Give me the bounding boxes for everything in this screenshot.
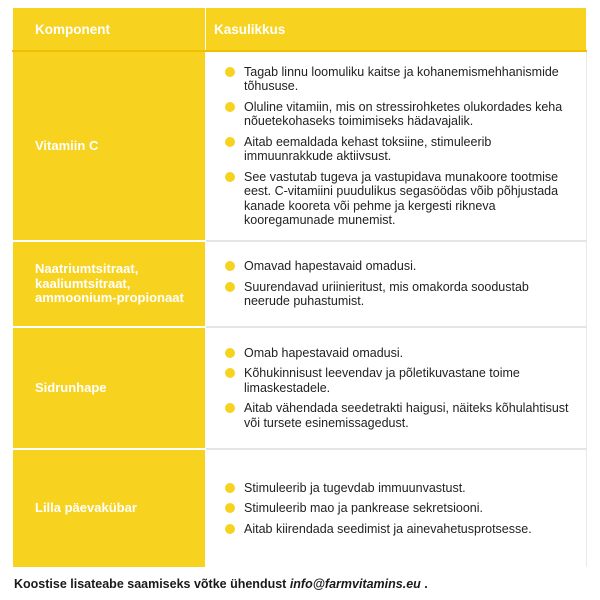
component-name: Naatriumtsitraat, kaaliumtsitraat, ammoonium-propionaat [13, 241, 206, 327]
list-item: Aitab vähendada seedetrakti haigusi, näiteks kõhulahtisust või tursete esinemissagedust. [230, 401, 576, 430]
bullet-icon [225, 403, 235, 413]
component-name: Vitamiin C [13, 51, 206, 241]
bullet-icon [225, 102, 235, 112]
bullet-icon [225, 368, 235, 378]
bullet-icon [225, 282, 235, 292]
header-benefit: Kasulikkus [206, 8, 587, 52]
bullet-icon [225, 524, 235, 534]
list-item: See vastutab tugeva ja vastupidava munakoore tootmise eest. C-vitamiini puudulikus segasöödas võib põhjustada kanade kooreta või pehme ja kergesti rikneva kooregamunade munemist. [230, 170, 576, 228]
list-item: Kõhukinnisust leevendav ja põletikuvastane toime limaskestadele. [230, 366, 576, 395]
list-item: Stimuleerib ja tugevdab immuunvastust. [230, 481, 576, 496]
table-row [13, 241, 587, 327]
benefit-list [206, 259, 586, 309]
component-name: Lilla päevakübar [13, 449, 206, 567]
benefit-list [206, 481, 586, 537]
table-row [13, 449, 587, 567]
list-item: Omavad hapestavaid omadusi. [230, 259, 576, 274]
footer-text: Koostise lisateabe saamiseks võtke ühendust [14, 577, 290, 591]
list-item: Omab hapestavaid omadusi. [230, 346, 576, 361]
list-item: Oluline vitamiin, mis on stressirohketes olukordades keha nõuetekohaseks toimimiseks hädavajalik. [230, 100, 576, 129]
table-row [13, 51, 587, 241]
bullet-icon [225, 348, 235, 358]
bullet-icon [225, 137, 235, 147]
contact-email-link[interactable]: info@farmvitamins.eu [289, 577, 421, 591]
bullet-icon [225, 261, 235, 271]
header-component: Komponent [13, 8, 206, 52]
footer-end: . [420, 577, 428, 591]
footer-note [14, 577, 428, 591]
bullet-icon [225, 67, 235, 77]
table-header [13, 8, 587, 52]
list-item: Stimuleerib mao ja pankrease sekretsiooni. [230, 501, 576, 516]
list-item: Tagab linnu loomuliku kaitse ja kohanemismehhanismide tõhususe. [230, 65, 576, 94]
benefits-table [12, 7, 587, 568]
bullet-icon [225, 172, 235, 182]
bullet-icon [225, 483, 235, 493]
bullet-icon [225, 503, 235, 513]
table-row [13, 327, 587, 449]
benefit-list [206, 346, 586, 431]
list-item: Aitab eemaldada kehast toksiine, stimuleerib immuunrakkude aktiivsust. [230, 135, 576, 164]
list-item: Suurendavad uriinieritust, mis omakorda soodustab neerude puhastumist. [230, 280, 576, 309]
component-name: Sidrunhape [13, 327, 206, 449]
list-item: Aitab kiirendada seedimist ja ainevahetusprotsesse. [230, 522, 576, 537]
benefit-list [206, 65, 586, 228]
